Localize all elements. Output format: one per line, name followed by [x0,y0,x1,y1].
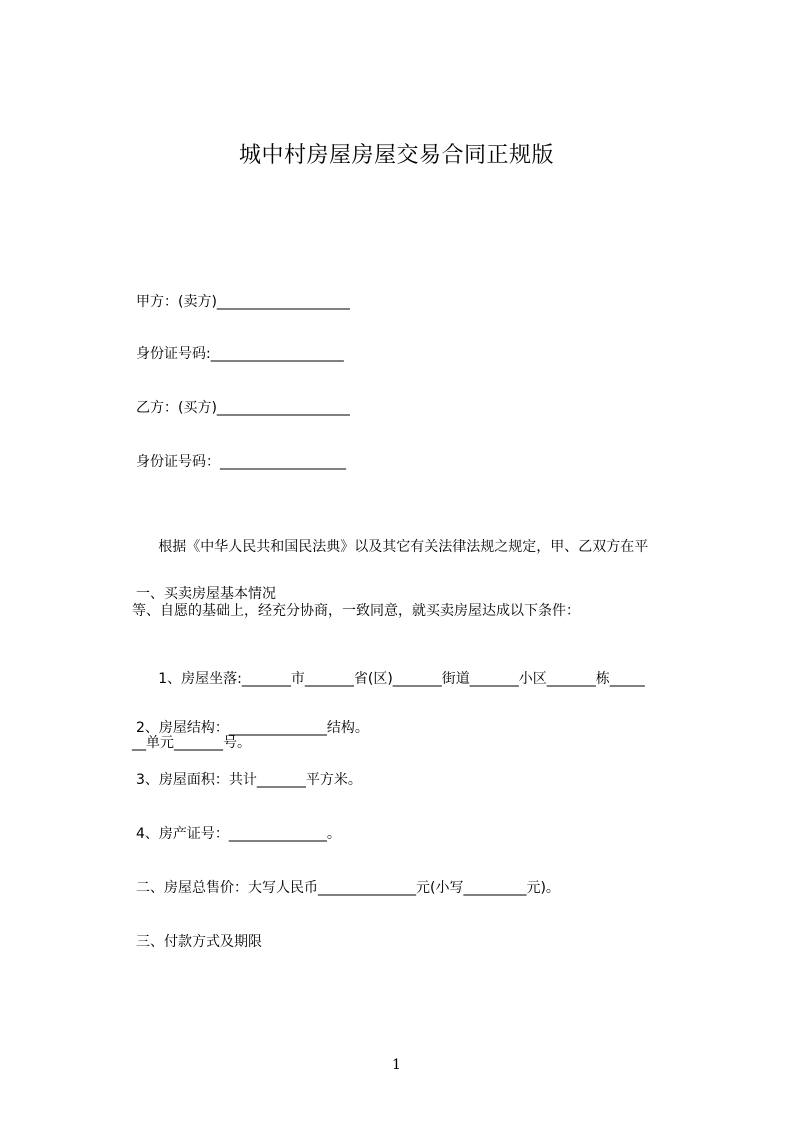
section-1-heading: 一、买卖房屋基本情况 [136,586,276,602]
party-a-line: 甲方：(卖方)___________________ [136,294,350,310]
item-3-line: 3、房屋面积：共计_______平方米。 [136,772,362,788]
page-number: 1 [392,1057,401,1073]
preamble-line-2: 等、自愿的基础上，经充分协商，一致同意，就买卖房屋达成以下条件： [132,603,580,619]
item-1-line-1: 1、房屋坐落:_______市_______省(区)_______街道_______小区_______栋_____ [153,671,645,687]
party-b-id-line: 身份证号码：__________________ [136,454,346,470]
party-b-line: 乙方：(买方)___________________ [136,400,350,416]
item-4-line: 4、房产证号：______________。 [136,826,341,842]
item-2-line: 2、房屋结构：______________结构。 [136,720,369,736]
document-title: 城中村房屋房屋交易合同正规版 [238,143,554,168]
item-1-line-2: __单元_______号。 [132,735,251,751]
section-3-heading: 三、付款方式及期限 [136,934,262,950]
preamble-line-1: 根据《中华人民共和国民法典》以及其它有关法律法规之规定，甲、乙双方在平 [153,539,649,555]
section-2-line: 二、房屋总售价：大写人民币______________元(小写_________元)。 [136,880,560,896]
party-a-id-line: 身份证号码:___________________ [136,346,344,362]
